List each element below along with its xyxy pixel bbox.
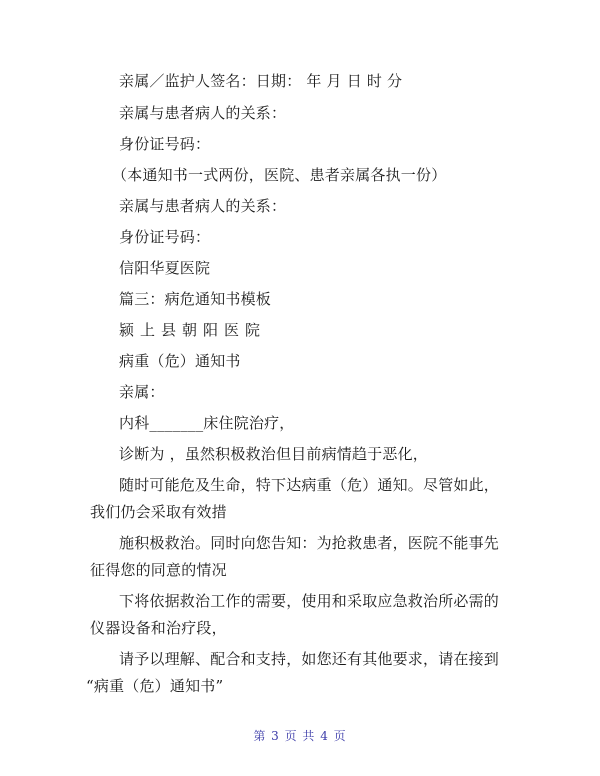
body-line-2: 我们仍会采取有效措 <box>90 503 227 521</box>
body-line-3: 施积极救治。同时向您告知：为抢救患者，医院不能事先 <box>119 534 500 552</box>
page-footer <box>0 727 600 744</box>
signature-date-line: 亲属／监护人签名：日期： 年 月 日 时 分 <box>119 72 403 90</box>
body-line-5: 下将依据救治工作的需要，使用和采取应急救治所必需的 <box>119 592 500 610</box>
id-number-line-2: 身份证号码： <box>119 228 211 246</box>
hospital-name-2: 颍上县朝阳医院 <box>119 321 267 339</box>
body-line-4: 征得您的同意的情况 <box>90 561 227 579</box>
body-line-8: “病重（危）通知书” <box>86 677 224 695</box>
body-line-6: 仪器设备和治疗段， <box>90 619 227 637</box>
body-line-7: 请予以理解、配合和支持，如您还有其他要求，请在接到 <box>119 650 500 668</box>
section-heading: 篇三：病危通知书模板 <box>119 290 272 308</box>
copies-note-line: （本通知书一式两份，医院、患者亲属各执一份） <box>112 166 447 184</box>
department-bed-line: 内科_______床住院治疗， <box>119 414 295 432</box>
relative-label: 亲属： <box>119 383 165 401</box>
hospital-name-1: 信阳华夏医院 <box>119 259 211 277</box>
body-line-1: 随时可能危及生命，特下达病重（危）通知。尽管如此， <box>119 476 500 494</box>
diagnosis-line: 诊断为 ，虽然积极救治但目前病情趋于恶化， <box>119 445 428 463</box>
relation-line-1: 亲属与患者病人的关系： <box>119 104 287 122</box>
page-number-label: 第 3 页 共 4 页 <box>253 729 347 743</box>
relation-line-2: 亲属与患者病人的关系： <box>119 197 287 215</box>
notice-title: 病重（危）通知书 <box>119 352 241 370</box>
id-number-line-1: 身份证号码： <box>119 135 211 153</box>
